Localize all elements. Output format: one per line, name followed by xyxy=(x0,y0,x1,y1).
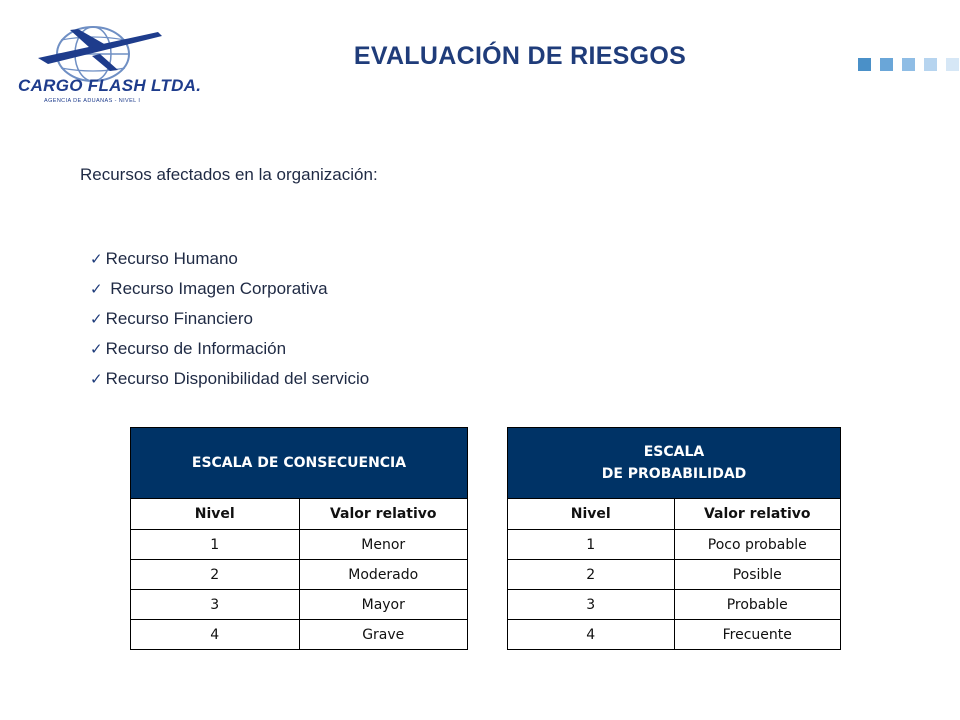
column-header-valor: Valor relativo xyxy=(674,499,841,530)
checkmark-icon: ✓ xyxy=(90,311,103,328)
probability-scale-table xyxy=(507,427,841,650)
list-item-label: Recurso de Información xyxy=(105,339,287,358)
page-title: EVALUACIÓN DE RIESGOS xyxy=(353,42,687,70)
table-row xyxy=(131,560,468,590)
table-row xyxy=(508,530,841,560)
deco-square xyxy=(924,58,937,71)
table-row xyxy=(131,590,468,620)
column-header-nivel: Nivel xyxy=(508,499,675,530)
cell-nivel: 2 xyxy=(131,560,300,590)
cell-valor: Probable xyxy=(674,590,841,620)
list-item xyxy=(90,307,369,337)
list-item-label: Recurso Humano xyxy=(105,249,238,268)
column-header-valor: Valor relativo xyxy=(299,499,468,530)
cell-valor: Mayor xyxy=(299,590,468,620)
cell-nivel: 3 xyxy=(131,590,300,620)
cell-valor: Poco probable xyxy=(674,530,841,560)
table-row xyxy=(131,620,468,650)
cell-nivel: 4 xyxy=(131,620,300,650)
deco-square xyxy=(858,58,871,71)
list-item-label: Recurso Financiero xyxy=(105,309,253,328)
cell-nivel: 3 xyxy=(508,590,675,620)
table-row xyxy=(131,530,468,560)
table-header-line: DE PROBABILIDAD xyxy=(601,466,747,482)
cell-valor: Moderado xyxy=(299,560,468,590)
cell-valor: Posible xyxy=(674,560,841,590)
deco-square xyxy=(880,58,893,71)
resource-checklist xyxy=(90,247,369,397)
cell-nivel: 2 xyxy=(508,560,675,590)
checkmark-icon: ✓ xyxy=(90,281,103,298)
cell-nivel: 1 xyxy=(131,530,300,560)
decorative-squares xyxy=(858,58,959,72)
checkmark-icon: ✓ xyxy=(90,371,103,388)
list-item xyxy=(90,367,369,397)
table-header xyxy=(508,428,841,499)
deco-square xyxy=(902,58,915,71)
cell-valor: Menor xyxy=(299,530,468,560)
logo-company-name: CARGO FLASH LTDA. xyxy=(18,76,202,95)
checkmark-icon: ✓ xyxy=(90,251,103,268)
table-row xyxy=(508,620,841,650)
table-header: ESCALA DE CONSECUENCIA xyxy=(131,428,468,499)
column-header-nivel: Nivel xyxy=(131,499,300,530)
cell-nivel: 1 xyxy=(508,530,675,560)
deco-square xyxy=(946,58,959,71)
checkmark-icon: ✓ xyxy=(90,341,103,358)
list-item-label: Recurso Imagen Corporativa xyxy=(105,279,328,298)
cell-valor: Frecuente xyxy=(674,620,841,650)
list-item xyxy=(90,247,369,277)
list-item xyxy=(90,337,369,367)
cell-nivel: 4 xyxy=(508,620,675,650)
logo-company-subtitle: AGENCIA DE ADUANAS - NIVEL I xyxy=(44,98,141,104)
list-item xyxy=(90,277,369,307)
list-item-label: Recurso Disponibilidad del servicio xyxy=(105,369,370,388)
table-row xyxy=(508,590,841,620)
table-header-line: ESCALA xyxy=(643,444,705,460)
table-row xyxy=(508,560,841,590)
cell-valor: Grave xyxy=(299,620,468,650)
section-subtitle: Recursos afectados en la organización: xyxy=(80,165,378,184)
consequence-scale-table xyxy=(130,427,468,650)
